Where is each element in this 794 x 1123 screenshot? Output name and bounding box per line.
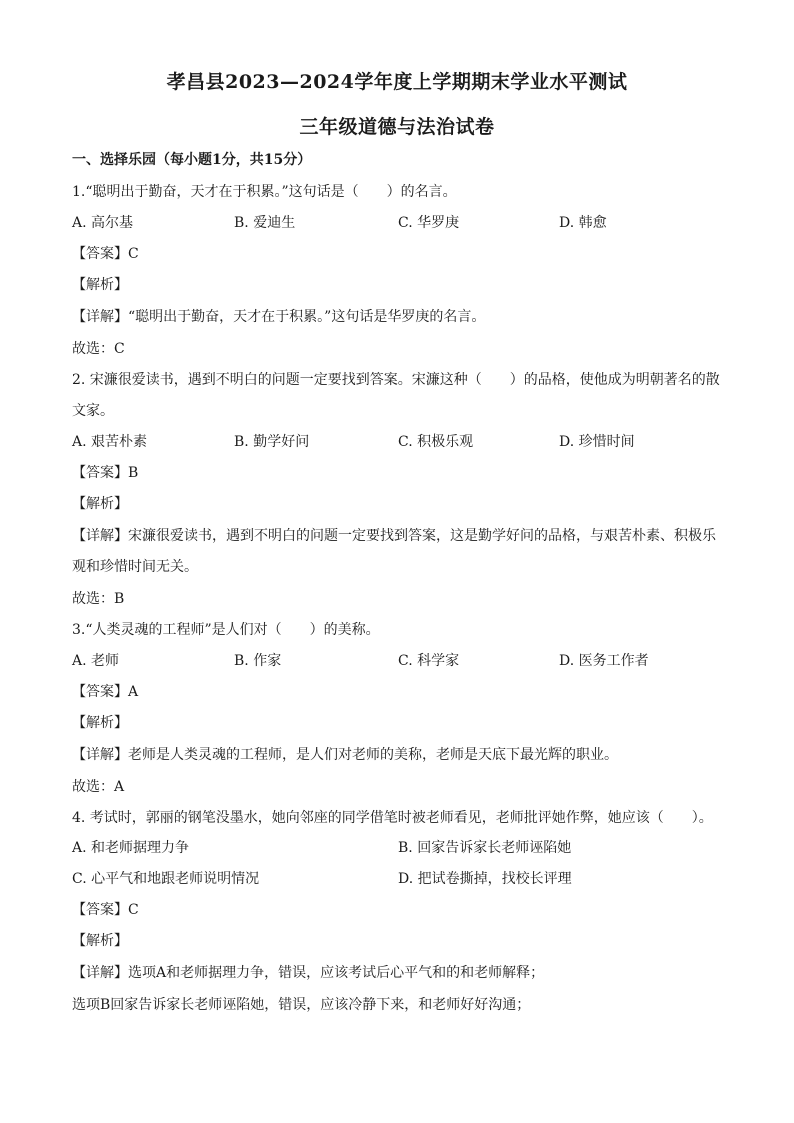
detail-text: “聪明出于勤奋，天才在于积累。”这句话是华罗庚的名言。 bbox=[128, 309, 486, 325]
q3-answer bbox=[72, 682, 138, 702]
q4-detail-line2: 选项B回家告诉家长老师诬陷她，错误，应该冷静下来，和老师好好沟通； bbox=[72, 997, 531, 1013]
choose-label: 故选： bbox=[72, 341, 114, 357]
q2-analysis-label: 【解析】 bbox=[72, 496, 128, 512]
section-heading: 一、选择乐园（每小题1分，共15分） bbox=[72, 152, 312, 168]
q3-choice bbox=[72, 777, 124, 797]
q3-option-a: A. 老师 bbox=[72, 653, 120, 669]
choose-value: C bbox=[114, 341, 125, 357]
q1-option-d: D. 韩愈 bbox=[559, 215, 607, 231]
q3-detail bbox=[72, 745, 618, 765]
q2-stem-line2: 文家。 bbox=[72, 403, 114, 419]
q2-option-d: D. 珍惜时间 bbox=[559, 434, 635, 450]
q2-choice bbox=[72, 589, 124, 609]
q2-detail-line2: 观和珍惜时间无关。 bbox=[72, 559, 198, 575]
detail-label: 【详解】 bbox=[72, 528, 128, 544]
q3-stem: 3.“人类灵魂的工程师”是人们对（ ）的美称。 bbox=[72, 622, 380, 638]
choose-value: B bbox=[114, 591, 125, 607]
answer-value: A bbox=[128, 684, 139, 700]
exam-title: 孝昌县2023—2024学年度上学期期末学业水平测试 bbox=[166, 71, 628, 93]
detail-text: 宋濂很爱读书，遇到不明白的问题一定要找到答案，这是勤学好问的品格，与艰苦朴素、积极乐 bbox=[128, 528, 716, 544]
q4-option-a: A. 和老师据理力争 bbox=[72, 840, 190, 856]
answer-value: B bbox=[128, 465, 139, 481]
choose-label: 故选： bbox=[72, 779, 114, 795]
q1-answer bbox=[72, 244, 139, 264]
choose-value: A bbox=[114, 779, 125, 795]
answer-label: 【答案】 bbox=[72, 902, 128, 918]
q4-answer bbox=[72, 900, 139, 920]
detail-label: 【详解】 bbox=[72, 309, 128, 325]
q4-option-b: B. 回家告诉家长老师诬陷她 bbox=[398, 840, 572, 856]
q3-analysis-label: 【解析】 bbox=[72, 715, 128, 731]
q4-detail-line1 bbox=[72, 963, 544, 983]
detail-label: 【详解】 bbox=[72, 747, 128, 763]
detail-text: 选项A和老师据理力争，错误，应该考试后心平气和的和老师解释； bbox=[128, 965, 545, 981]
answer-value: C bbox=[128, 902, 139, 918]
q1-option-c: C. 华罗庚 bbox=[398, 215, 460, 231]
q1-choice bbox=[72, 339, 125, 359]
q3-option-c: C. 科学家 bbox=[398, 653, 460, 669]
answer-label: 【答案】 bbox=[72, 465, 128, 481]
q4-option-d: D. 把试卷撕掉，找校长评理 bbox=[398, 871, 572, 887]
q2-option-a: A. 艰苦朴素 bbox=[72, 434, 148, 450]
detail-label: 【详解】 bbox=[72, 965, 128, 981]
answer-label: 【答案】 bbox=[72, 684, 128, 700]
answer-label: 【答案】 bbox=[72, 246, 128, 262]
answer-value: C bbox=[128, 246, 139, 262]
q4-stem: 4. 考试时，郭丽的钢笔没墨水，她向邻座的同学借笔时被老师看见，老师批评她作弊，她应该（ ）。 bbox=[72, 810, 713, 826]
exam-subtitle: 三年级道德与法治试卷 bbox=[299, 116, 495, 138]
q1-analysis-label: 【解析】 bbox=[72, 277, 128, 293]
q2-detail-line1 bbox=[72, 526, 716, 546]
detail-text: 老师是人类灵魂的工程师，是人们对老师的美称，老师是天底下最光辉的职业。 bbox=[128, 747, 618, 763]
q1-option-a: A. 高尔基 bbox=[72, 215, 134, 231]
q1-option-b: B. 爱迪生 bbox=[234, 215, 296, 231]
q2-option-b: B. 勤学好问 bbox=[234, 434, 310, 450]
q2-stem-line1: 2. 宋濂很爱读书，遇到不明白的问题一定要找到答案。宋濂这种（ ）的品格，使他成为明朝著名的散 bbox=[72, 372, 720, 388]
q3-option-b: B. 作家 bbox=[234, 653, 282, 669]
q2-option-c: C. 积极乐观 bbox=[398, 434, 474, 450]
q3-option-d: D. 医务工作者 bbox=[559, 653, 649, 669]
q2-answer bbox=[72, 463, 138, 483]
q4-option-c: C. 心平气和地跟老师说明情况 bbox=[72, 871, 260, 887]
q1-detail bbox=[72, 307, 485, 327]
choose-label: 故选： bbox=[72, 591, 114, 607]
q1-stem: 1.“聪明出于勤奋，天才在于积累。”这句话是（ ）的名言。 bbox=[72, 184, 457, 200]
q4-analysis-label: 【解析】 bbox=[72, 933, 128, 949]
